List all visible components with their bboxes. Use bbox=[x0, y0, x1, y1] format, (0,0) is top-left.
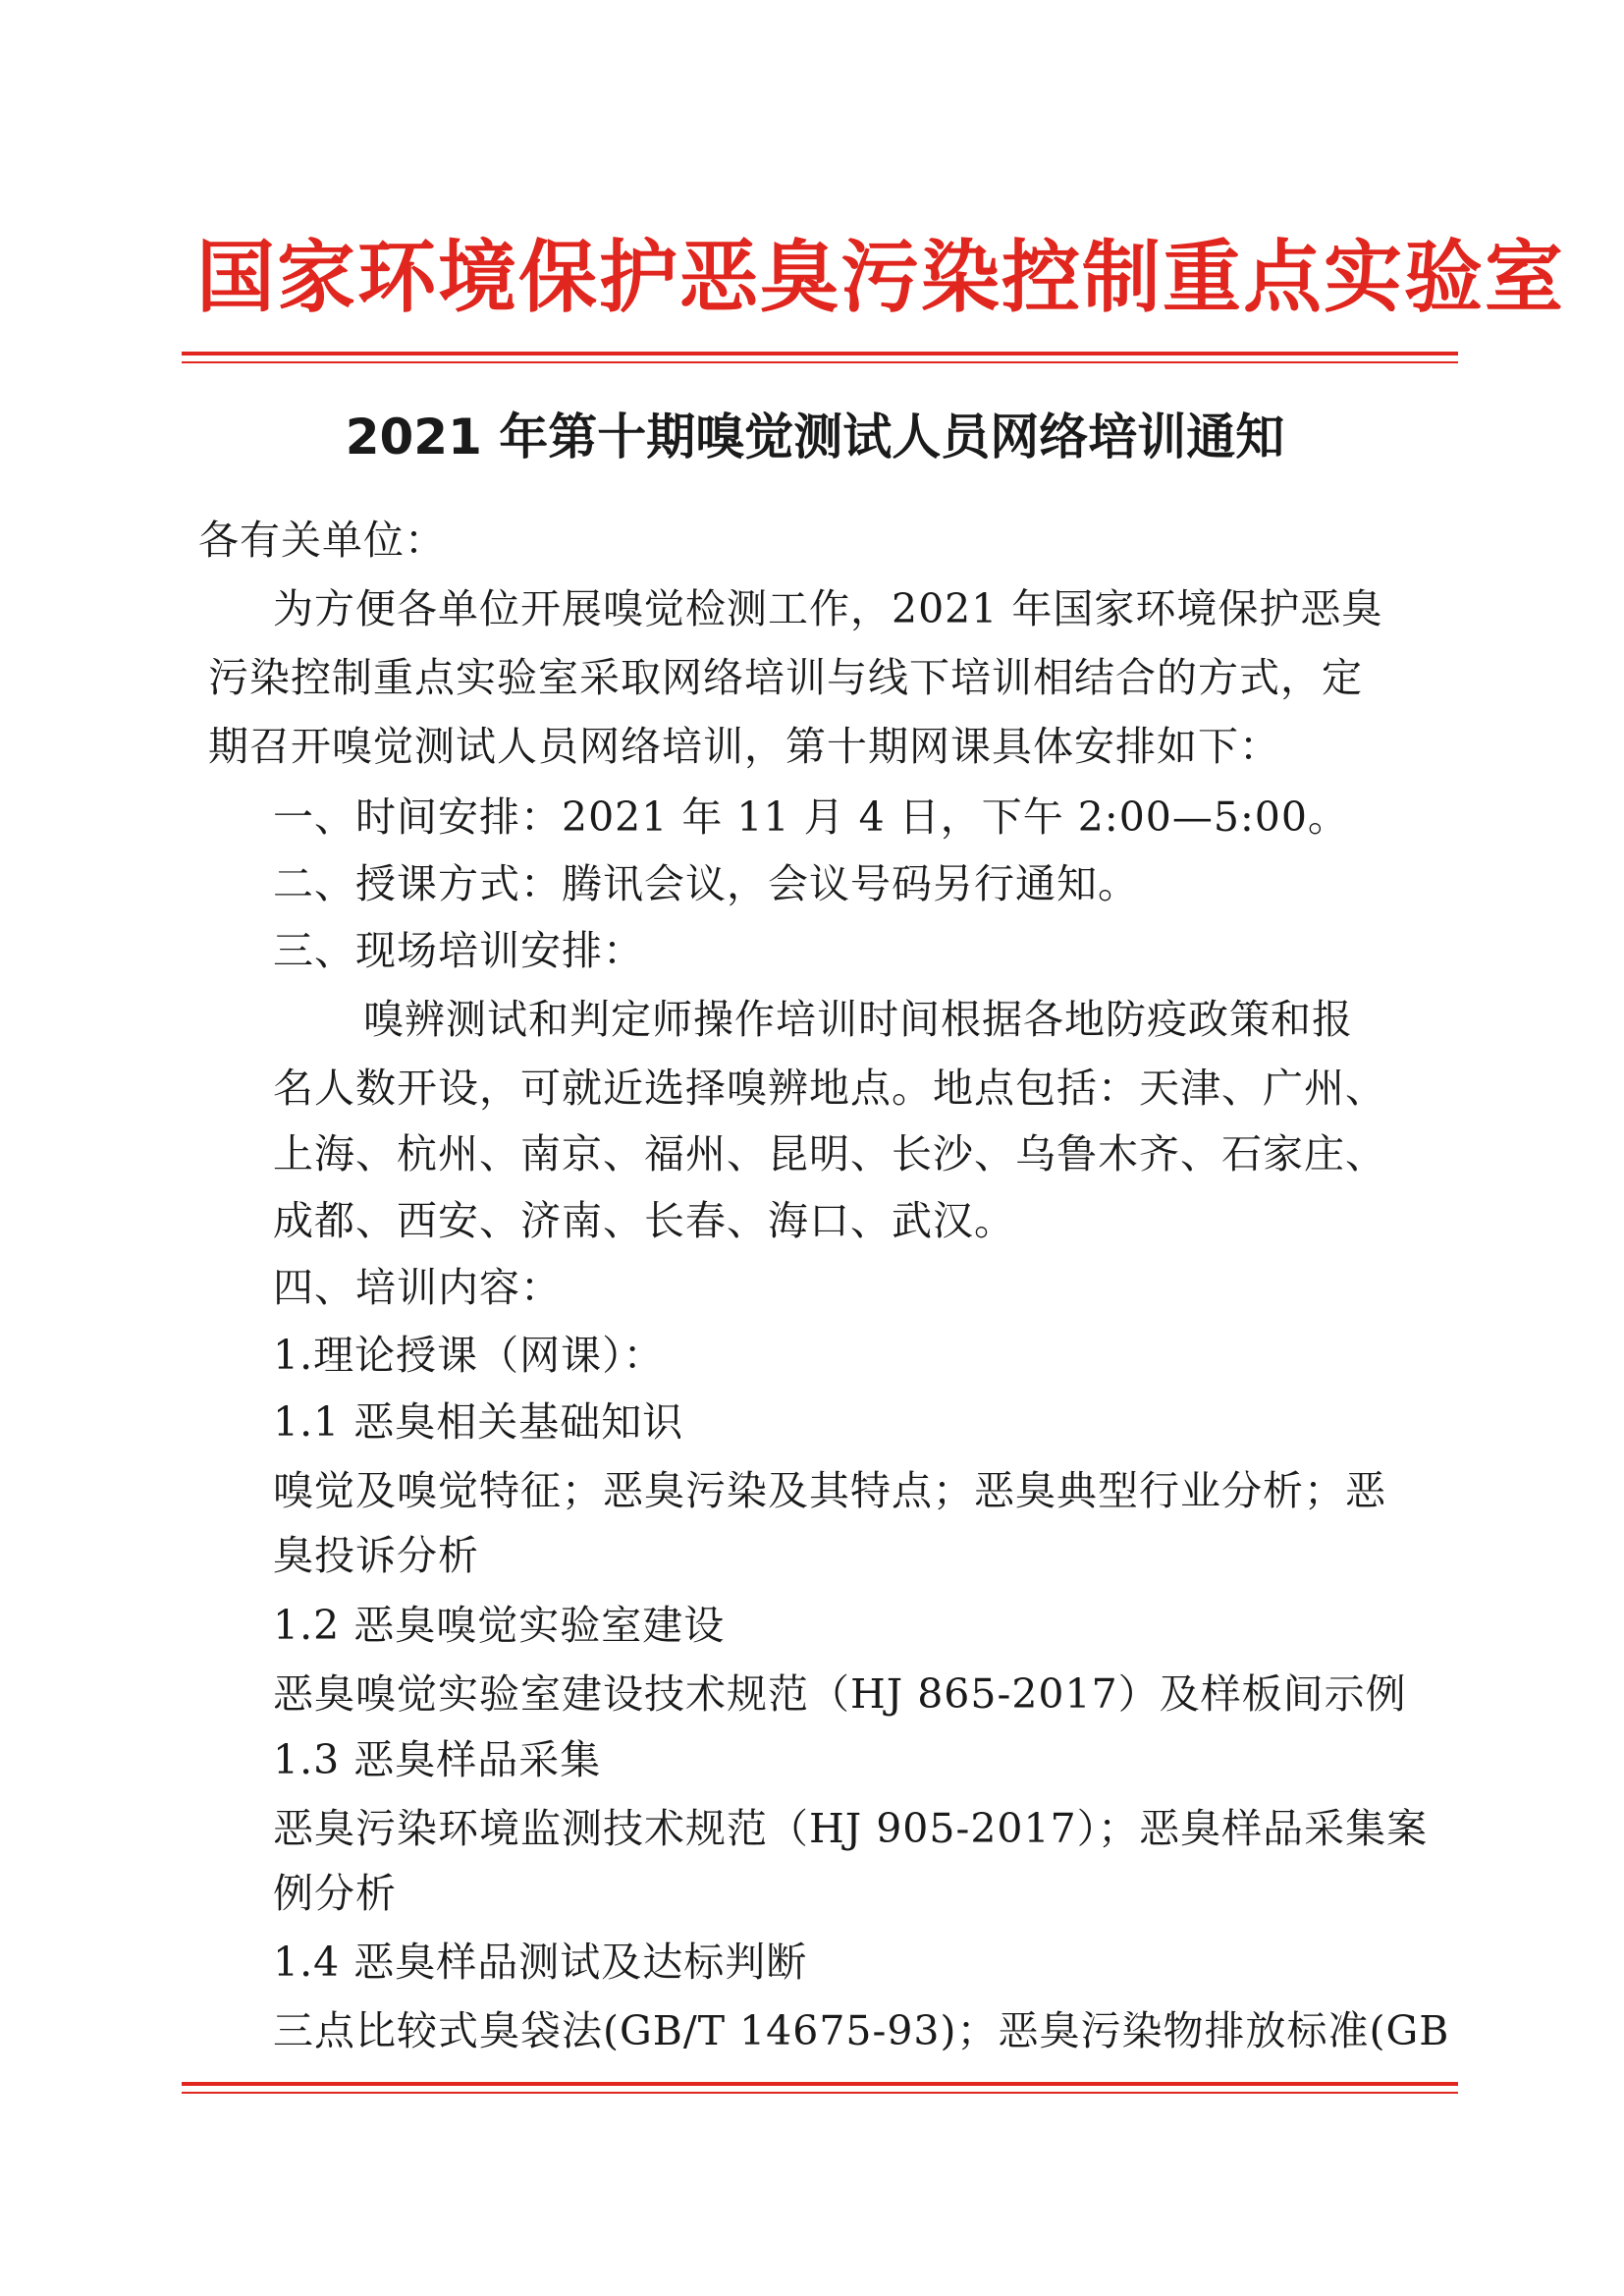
salutation: 各有关单位： bbox=[198, 517, 446, 564]
paragraph-line: 为方便各单位开展嗅觉检测工作，2021 年国家环境保护恶臭 bbox=[273, 585, 1383, 632]
section-method: 二、授课方式：腾讯会议，会议号码另行通知。 bbox=[273, 860, 1139, 907]
content-item: 1.1 恶臭相关基础知识 bbox=[273, 1398, 684, 1446]
content-item: 1.4 恶臭样品测试及达标判断 bbox=[273, 1939, 808, 1986]
section-content: 四、培训内容： bbox=[273, 1264, 562, 1311]
notice-title: 2021 年第十期嗅觉测试人员网络培训通知 bbox=[345, 409, 1285, 465]
content-item: 1.3 恶臭样品采集 bbox=[273, 1736, 602, 1783]
content-detail: 恶臭污染环境监测技术规范（HJ 905-2017）；恶臭样品采集案 bbox=[273, 1805, 1429, 1852]
onsite-line: 上海、杭州、南京、福州、昆明、长沙、乌鲁木齐、石家庄、 bbox=[273, 1130, 1386, 1177]
onsite-line: 名人数开设，可就近选择嗅辨地点。地点包括：天津、广州、 bbox=[273, 1065, 1386, 1112]
section-onsite: 三、现场培训安排： bbox=[273, 927, 644, 974]
content-detail: 三点比较式臭袋法(GB/T 14675-93)；恶臭污染物排放标准(GB bbox=[273, 2007, 1450, 2054]
content-detail: 恶臭嗅觉实验室建设技术规范（HJ 865-2017）及样板间示例 bbox=[273, 1670, 1407, 1718]
onsite-line: 嗅辨测试和判定师操作培训时间根据各地防疫政策和报 bbox=[363, 996, 1353, 1043]
paragraph-line: 污染控制重点实验室采取网络培训与线下培训相结合的方式，定 bbox=[208, 654, 1363, 701]
content-detail: 嗅觉及嗅觉特征；恶臭污染及其特点；恶臭典型行业分析；恶 bbox=[273, 1467, 1386, 1514]
paragraph-line: 期召开嗅觉测试人员网络培训，第十期网课具体安排如下： bbox=[208, 723, 1280, 770]
letterhead-rule-thin bbox=[182, 361, 1458, 363]
content-item: 1.2 恶臭嗅觉实验室建设 bbox=[273, 1602, 726, 1649]
section-time: 一、时间安排：2021 年 11 月 4 日，下午 2:00—5:00。 bbox=[273, 793, 1349, 841]
letterhead-title: 国家环境保护恶臭污染控制重点实验室 bbox=[196, 232, 1565, 323]
footer-rule bbox=[182, 2082, 1458, 2086]
content-item: 1.理论授课（网课）： bbox=[273, 1332, 665, 1379]
onsite-line: 成都、西安、济南、长春、海口、武汉。 bbox=[273, 1197, 1015, 1244]
content-detail: 臭投诉分析 bbox=[273, 1532, 479, 1579]
footer-rule-thin bbox=[182, 2092, 1458, 2094]
letterhead-rule bbox=[182, 352, 1458, 355]
content-detail: 例分析 bbox=[273, 1870, 397, 1917]
